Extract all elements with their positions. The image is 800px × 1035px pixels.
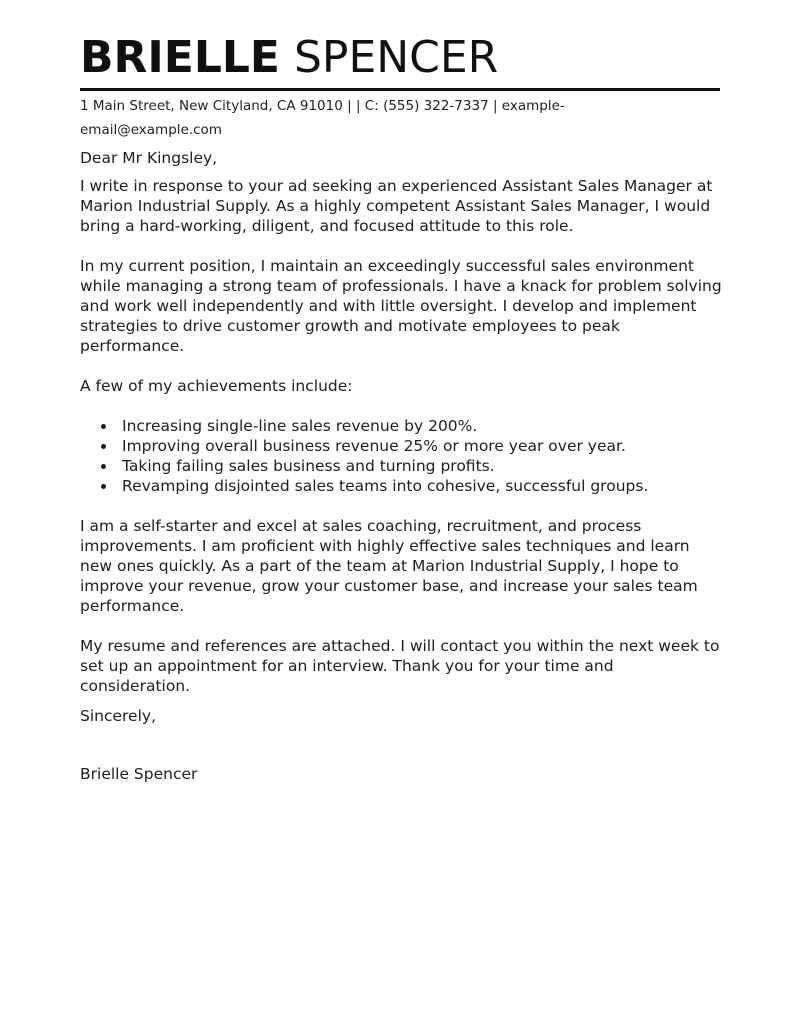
header-divider xyxy=(80,88,720,91)
text-line: while managing a strong team of professionals. I have a knack for problem solving xyxy=(80,277,722,295)
text-line: I am a self-starter and excel at sales coaching, recruitment, and process xyxy=(80,517,642,535)
bullet-icon xyxy=(101,464,106,469)
paragraph-closing xyxy=(80,636,722,696)
contact-line: 1 Main Street, New Cityland, CA 91010 | | C: (555) 322-7337 | example- xyxy=(80,98,565,114)
achievements-list xyxy=(80,416,722,496)
list-item-text: Increasing single-line sales revenue by 200%. xyxy=(122,417,478,435)
text-line: performance. xyxy=(80,337,185,355)
text-line: performance. xyxy=(80,597,185,615)
paragraph-intro xyxy=(80,176,722,236)
contact-line: email@example.com xyxy=(80,122,222,138)
bullet-icon xyxy=(101,484,106,489)
last-name: SPENCER xyxy=(293,32,499,83)
applicant-name-heading xyxy=(80,30,722,86)
list-item-text: Taking failing sales business and turning profits. xyxy=(122,457,495,475)
text-line: In my current position, I maintain an exceedingly successful sales environment xyxy=(80,257,694,275)
signature-name: Brielle Spencer xyxy=(80,765,198,783)
cover-letter xyxy=(80,30,722,784)
paragraph-current-position xyxy=(80,256,722,356)
text-line: I write in response to your ad seeking an experienced Assistant Sales Manager at xyxy=(80,177,713,195)
text-line: set up an appointment for an interview. Thank you for your time and consideration. xyxy=(80,657,614,695)
text-line: improve your revenue, grow your customer base, and increase your sales team xyxy=(80,577,698,595)
text-line: strategies to drive customer growth and motivate employees to peak xyxy=(80,317,620,335)
list-item xyxy=(80,436,722,456)
closing: Sincerely, xyxy=(80,707,157,725)
bullet-icon xyxy=(101,424,106,429)
text-line: bring a hard-working, diligent, and focused attitude to this role. xyxy=(80,217,574,235)
list-item-text: Improving overall business revenue 25% or more year over year. xyxy=(122,437,626,455)
letter-body xyxy=(80,148,722,784)
text-line: My resume and references are attached. I will contact you within the next week to xyxy=(80,637,720,655)
contact-info xyxy=(80,94,722,142)
text-line: and work well independently and with little oversight. I develop and implement xyxy=(80,297,697,315)
text-line: new ones quickly. As a part of the team at Marion Industrial Supply, I hope to xyxy=(80,557,679,575)
achievements-intro: A few of my achievements include: xyxy=(80,377,353,395)
text-line: improvements. I am proficient with highly effective sales techniques and learn xyxy=(80,537,690,555)
list-item-text: Revamping disjointed sales teams into cohesive, successful groups. xyxy=(122,477,649,495)
text-line: Marion Industrial Supply. As a highly competent Assistant Sales Manager, I would xyxy=(80,197,711,215)
bullet-icon xyxy=(101,444,106,449)
salutation: Dear Mr Kingsley, xyxy=(80,149,218,167)
first-name: BRIELLE xyxy=(80,32,280,83)
list-item xyxy=(80,416,722,436)
paragraph-skills xyxy=(80,516,722,616)
list-item xyxy=(80,456,722,476)
list-item xyxy=(80,476,722,496)
